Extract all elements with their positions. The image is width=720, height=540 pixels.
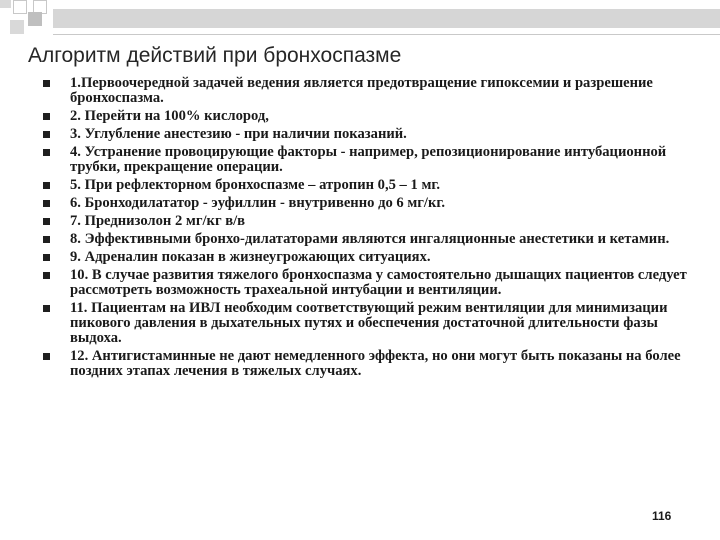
square-bullet-icon xyxy=(43,149,50,156)
square-bullet-icon xyxy=(43,113,50,120)
list-item-text: 5. При рефлекторном бронхоспазме – атропин 0,5 – 1 мг. xyxy=(70,177,441,193)
list-item xyxy=(40,214,700,229)
list-item xyxy=(40,232,700,247)
decorative-header xyxy=(0,0,720,40)
square-bullet-icon xyxy=(43,80,50,87)
square-bullet-icon xyxy=(43,200,50,207)
list-item-text: 8. Эффективными бронхо-дилататорами являются ингаляционные анестетики и кетамин. xyxy=(70,231,670,247)
list-item-text: 7. Преднизолон 2 мг/кг в/в xyxy=(70,213,246,229)
list-item xyxy=(40,178,700,193)
list-item xyxy=(40,349,700,379)
list-item xyxy=(40,145,700,175)
decor-square xyxy=(13,0,27,14)
decor-square xyxy=(10,20,24,34)
slide-title: Алгоритм действий при бронхоспазме xyxy=(28,44,402,67)
decor-square xyxy=(28,12,42,26)
list-item xyxy=(40,109,700,124)
list-item-text: 2. Перейти на 100% кислород, xyxy=(70,108,269,124)
square-bullet-icon xyxy=(43,131,50,138)
list-item xyxy=(40,301,700,346)
square-bullet-icon xyxy=(43,218,50,225)
header-divider xyxy=(53,34,720,35)
list-item xyxy=(40,250,700,265)
list-item-text: 3. Углубление анестезию - при наличии показаний. xyxy=(70,126,407,142)
list-item-text: 12. Антигистаминные не дают немедленного эффекта, но они могут быть показаны на более поздних этапах лечения в тяжелых случаях. xyxy=(70,348,681,379)
list-item xyxy=(40,76,700,106)
list-item-text: 4. Устранение провоцирующие факторы - например, репозиционирование интубационной трубки, прекращение операции. xyxy=(70,144,667,175)
list-item-text: 6. Бронходилататор - эуфиллин - внутривенно до 6 мг/кг. xyxy=(70,195,445,211)
square-bullet-icon xyxy=(43,353,50,360)
list-item-text: 11. Пациентам на ИВЛ необходим соответствующий режим вентиляции для минимизации пикового давления в дыхательных путях и обеспечения достаточной длительности фазы выдоха. xyxy=(70,300,668,346)
square-bullet-icon xyxy=(43,236,50,243)
square-bullet-icon xyxy=(43,254,50,261)
list-item xyxy=(40,196,700,211)
square-bullet-icon xyxy=(43,272,50,279)
decor-square xyxy=(0,0,11,8)
algorithm-list xyxy=(40,76,700,382)
list-item-text: 10. В случае развития тяжелого бронхоспазма у самостоятельно дышащих пациентов следует рассмотреть возможность трахеальной интубации и вентиляции. xyxy=(70,267,687,298)
list-item xyxy=(40,127,700,142)
list-item-text: 1.Первоочередной задачей ведения является предотвращение гипоксемии и разрешение бронхоспазма. xyxy=(70,75,653,106)
square-bullet-icon xyxy=(43,305,50,312)
page-number: 116 xyxy=(652,509,672,523)
list-item xyxy=(40,268,700,298)
header-bar xyxy=(53,9,720,28)
square-bullet-icon xyxy=(43,182,50,189)
list-item-text: 9. Адреналин показан в жизнеугрожающих ситуациях. xyxy=(70,249,431,265)
